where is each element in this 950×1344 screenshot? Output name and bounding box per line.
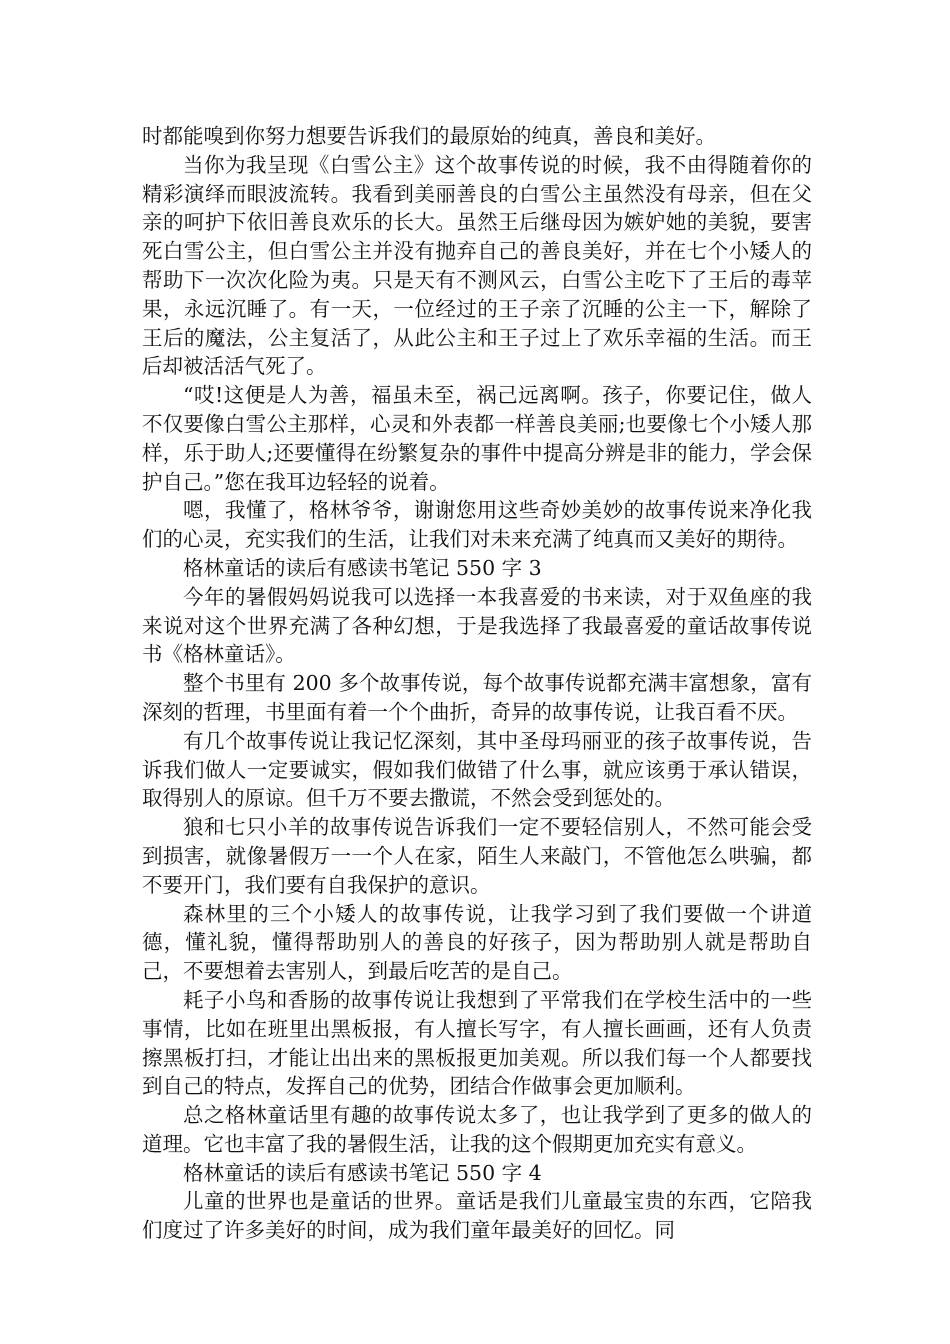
paragraph: 今年的暑假妈妈说我可以选择一本我喜爱的书来读，对于双鱼座的我来说对这个世界充满了各种幻想，于是我选择了我最喜爱的童话故事传说书《格林童话》。 [142, 584, 812, 667]
section-heading: 格林童话的读后有感读书笔记 550 字 4 [183, 1160, 542, 1185]
paragraph: 总之格林童话里有趣的故事传说太多了，也让我学到了更多的做人的道理。它也丰富了我的暑假生活，让我的这个假期更加充实有意义。 [142, 1103, 812, 1156]
paragraph: 儿童的世界也是童话的世界。童话是我们儿童最宝贵的东西，它陪我们度过了许多美好的时间，成为我们童年最美好的回忆。同 [142, 1189, 812, 1243]
paragraph: 嗯，我懂了，格林爷爷，谢谢您用这些奇妙美妙的故事传说来净化我们的心灵，充实我们的生活，让我们对未来充满了纯真而又美好的期待。 [142, 498, 812, 552]
paragraph: “哎!这便是人为善，福虽未至，祸己远离啊。孩子，你要记住，做人不仅要像白雪公主那样，心灵和外表都一样善良美丽;也要像七个小矮人那样，乐于助人;还要懂得在纷繁复杂的事件中提高分辨是非的能力，学会保护自己。”您在我耳边轻轻的说着。 [142, 383, 812, 494]
paragraph: 整个书里有 200 多个故事传说，每个故事传说都充满丰富想象，富有深刻的哲理，书里面有着一个个曲折，奇异的故事传说，让我百看不厌。 [142, 671, 812, 724]
paragraph-continuation: 时都能嗅到你努力想要告诉我们的最原始的纯真，善良和美好。 [142, 124, 716, 148]
paragraph: 有几个故事传说让我记忆深刻，其中圣母玛丽亚的孩子故事传说，告诉我们做人一定要诚实，假如我们做错了什么事，就应该勇于承认错误，取得别人的原谅。但千万不要去撒谎，不然会受到惩处的。 [142, 728, 812, 811]
paragraph: 耗子小鸟和香肠的故事传说让我想到了平常我们在学校生活中的一些事情，比如在班里出黑板报，有人擅长写字，有人擅长画画，还有人负责擦黑板打扫，才能让出出来的黑板报更加美观。所以我们每一个人都要找到自己的特点，发挥自己的优势，团结合作做事会更加顺利。 [142, 987, 812, 1099]
paragraph: 当你为我呈现《白雪公主》这个故事传说的时候，我不由得随着你的精彩演绎而眼波流转。我看到美丽善良的白雪公主虽然没有母亲，但在父亲的呵护下依旧善良欢乐的长大。虽然王后继母因为嫉妒她的美貌，要害死白雪公主，但白雪公主并没有抛弃自己的善良美好，并在七个小矮人的帮助下一次次化险为夷。只是天有不测风云，白雪公主吃下了王后的毒苹果，永远沉睡了。有一天，一位经过的王子亲了沉睡的公主一下，解除了王后的魔法，公主复活了，从此公主和王子过上了欢乐幸福的生活。而王后却被活活气死了。 [142, 152, 812, 379]
section-heading: 格林童话的读后有感读书笔记 550 字 3 [183, 555, 542, 580]
paragraph: 森林里的三个小矮人的故事传说，让我学习到了我们要做一个讲道德，懂礼貌，懂得帮助别人的善良的好孩子，因为帮助别人就是帮助自己，不要想着去害别人，到最后吃苦的是自己。 [142, 901, 812, 984]
document-page [142, 122, 812, 1245]
paragraph: 狼和七只小羊的故事传说告诉我们一定不要轻信别人，不然可能会受到损害，就像暑假万一一个人在家，陌生人来敲门，不管他怎么哄骗，都不要开门，我们要有自我保护的意识。 [142, 815, 812, 897]
